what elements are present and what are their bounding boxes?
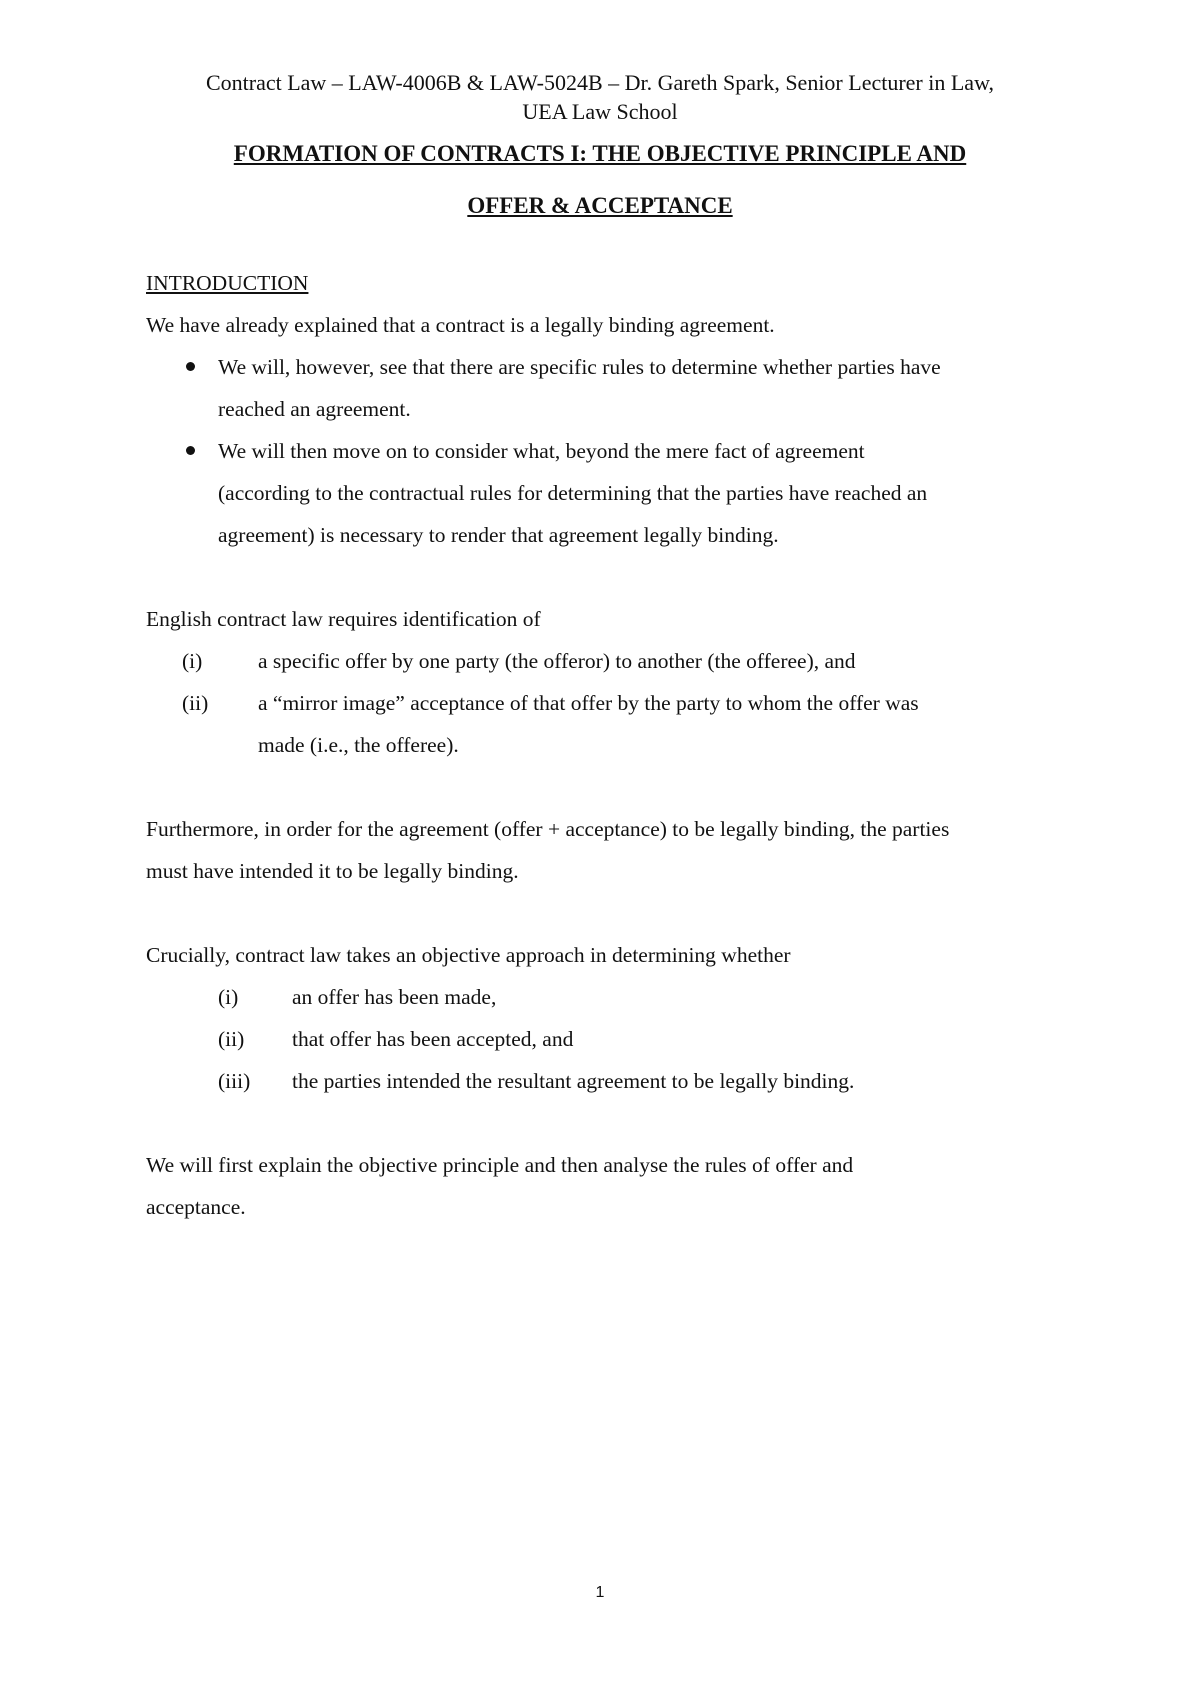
objective-list <box>146 976 1066 1102</box>
intro-bullet-list <box>146 346 1066 556</box>
list-number: (ii) <box>182 691 209 715</box>
list-text-line: made (i.e., the offeree). <box>258 733 459 757</box>
bullet-line: (according to the contractual rules for determining that the parties have reached an <box>218 481 928 505</box>
furthermore-line-1: Furthermore, in order for the agreement (offer + acceptance) to be legally binding, the parties <box>146 817 950 841</box>
intro-paragraph: We have already explained that a contract is a legally binding agreement. <box>146 313 775 337</box>
furthermore-line-2: must have intended it to be legally binding. <box>146 859 519 883</box>
bullet-icon <box>186 362 195 371</box>
list-item <box>146 1018 1066 1060</box>
list-number: (iii) <box>218 1069 251 1093</box>
list-text-line: a “mirror image” acceptance of that offer by the party to whom the offer was <box>258 691 919 715</box>
header-line-2: UEA Law School <box>522 99 678 124</box>
title-line-2: OFFER & ACCEPTANCE <box>467 193 733 218</box>
closing-line-1: We will first explain the objective principle and then analyse the rules of offer and <box>146 1153 854 1177</box>
bullet-line: We will then move on to consider what, beyond the mere fact of agreement <box>218 439 865 463</box>
section-heading-introduction: INTRODUCTION <box>146 271 309 295</box>
list-text: the parties intended the resultant agreement to be legally binding. <box>292 1069 855 1093</box>
page-number: 1 <box>595 1584 605 1601</box>
list-item <box>146 1060 1066 1102</box>
title-line-1: FORMATION OF CONTRACTS I: THE OBJECTIVE PRINCIPLE AND <box>233 141 967 166</box>
list-text: that offer has been accepted, and <box>292 1027 574 1051</box>
bullet-line: We will, however, see that there are specific rules to determine whether parties have <box>218 355 941 379</box>
bullet-line: agreement) is necessary to render that agreement legally binding. <box>218 523 779 547</box>
list-text: a specific offer by one party (the offeror) to another (the offeree), and <box>258 649 856 673</box>
header-line-1: Contract Law – LAW-4006B & LAW-5024B – Dr. Gareth Spark, Senior Lecturer in Law, <box>205 70 995 95</box>
closing-line-2: acceptance. <box>146 1195 246 1219</box>
bullet-icon <box>186 446 195 455</box>
running-header <box>140 68 1060 126</box>
objective-paragraph: Crucially, contract law takes an objective approach in determining whether <box>146 943 791 967</box>
list-item <box>146 430 1066 556</box>
list-item <box>146 346 1066 430</box>
list-number: (i) <box>182 649 203 673</box>
list-item <box>146 682 1066 766</box>
list-text: an offer has been made, <box>292 985 497 1009</box>
list-item <box>146 976 1066 1018</box>
document-title <box>120 128 1080 232</box>
bullet-line: reached an agreement. <box>218 397 411 421</box>
requirements-paragraph: English contract law requires identification of <box>146 607 541 631</box>
list-number: (i) <box>218 985 239 1009</box>
list-item <box>146 640 1066 682</box>
document-body <box>146 262 1066 1228</box>
requirements-list <box>146 640 1066 766</box>
list-number: (ii) <box>218 1027 245 1051</box>
list-text <box>258 682 1066 766</box>
